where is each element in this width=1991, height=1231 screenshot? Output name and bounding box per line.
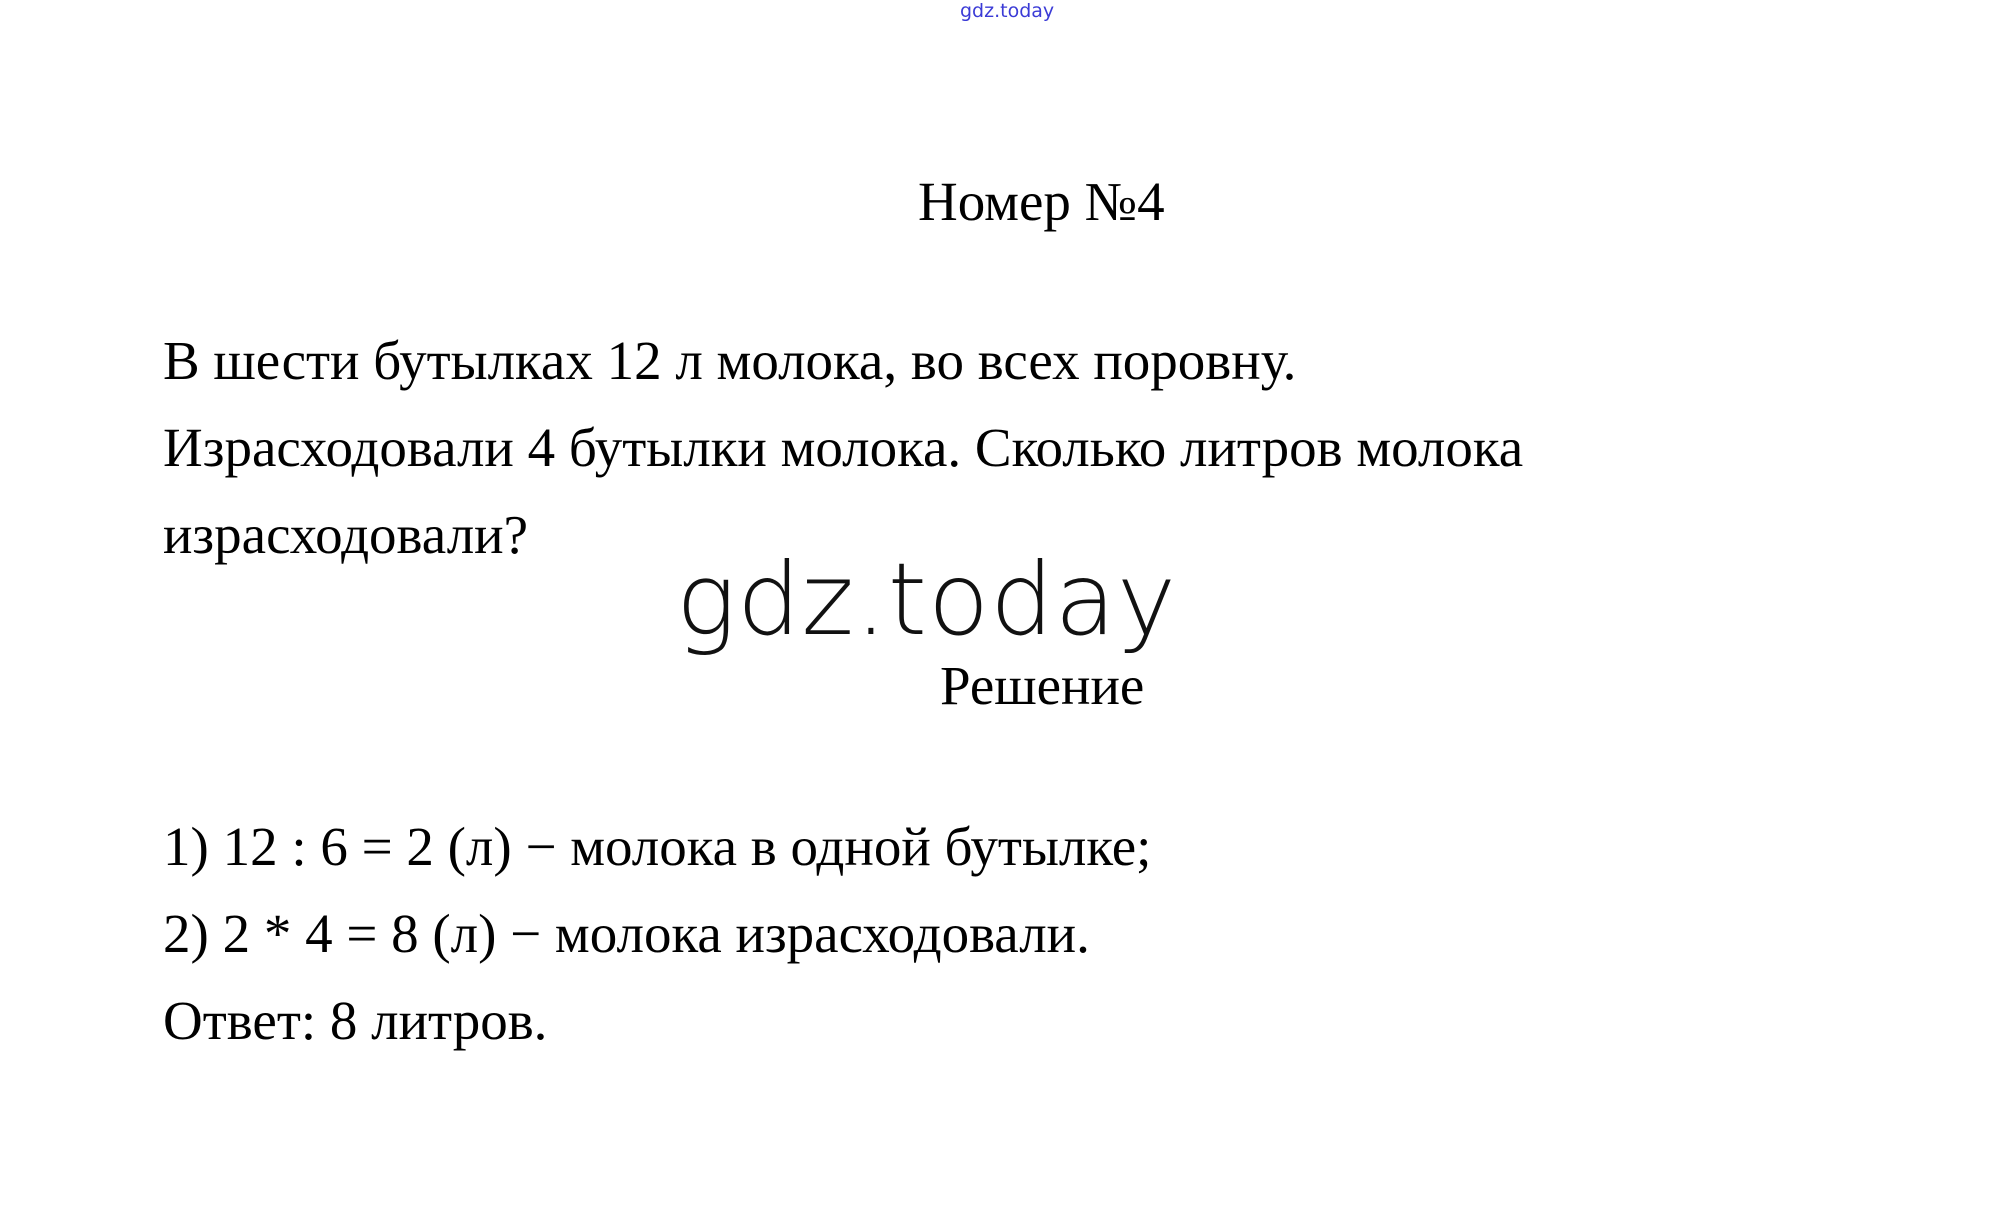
problem-line: израсходовали? [163,504,528,565]
solution-heading: Решение [940,655,1145,716]
problem-statement [163,317,1863,578]
solution-answer: Ответ: 8 литров. [163,990,548,1051]
solution-step: 2) 2 * 4 = 8 (л) − молока израсходовали. [163,903,1090,964]
problem-line: В шести бутылках 12 л молока, во всех поровну. [163,330,1297,391]
watermark-top: gdz.today [960,0,1055,22]
solution-body [163,803,1863,1064]
page-title: Номер №4 [918,171,1165,232]
solution-step: 1) 12 : 6 = 2 (л) − молока в одной бутылке; [163,816,1152,877]
watermark-center: gdz.today [676,541,1178,658]
problem-line: Израсходовали 4 бутылки молока. Сколько литров молока [163,417,1524,478]
